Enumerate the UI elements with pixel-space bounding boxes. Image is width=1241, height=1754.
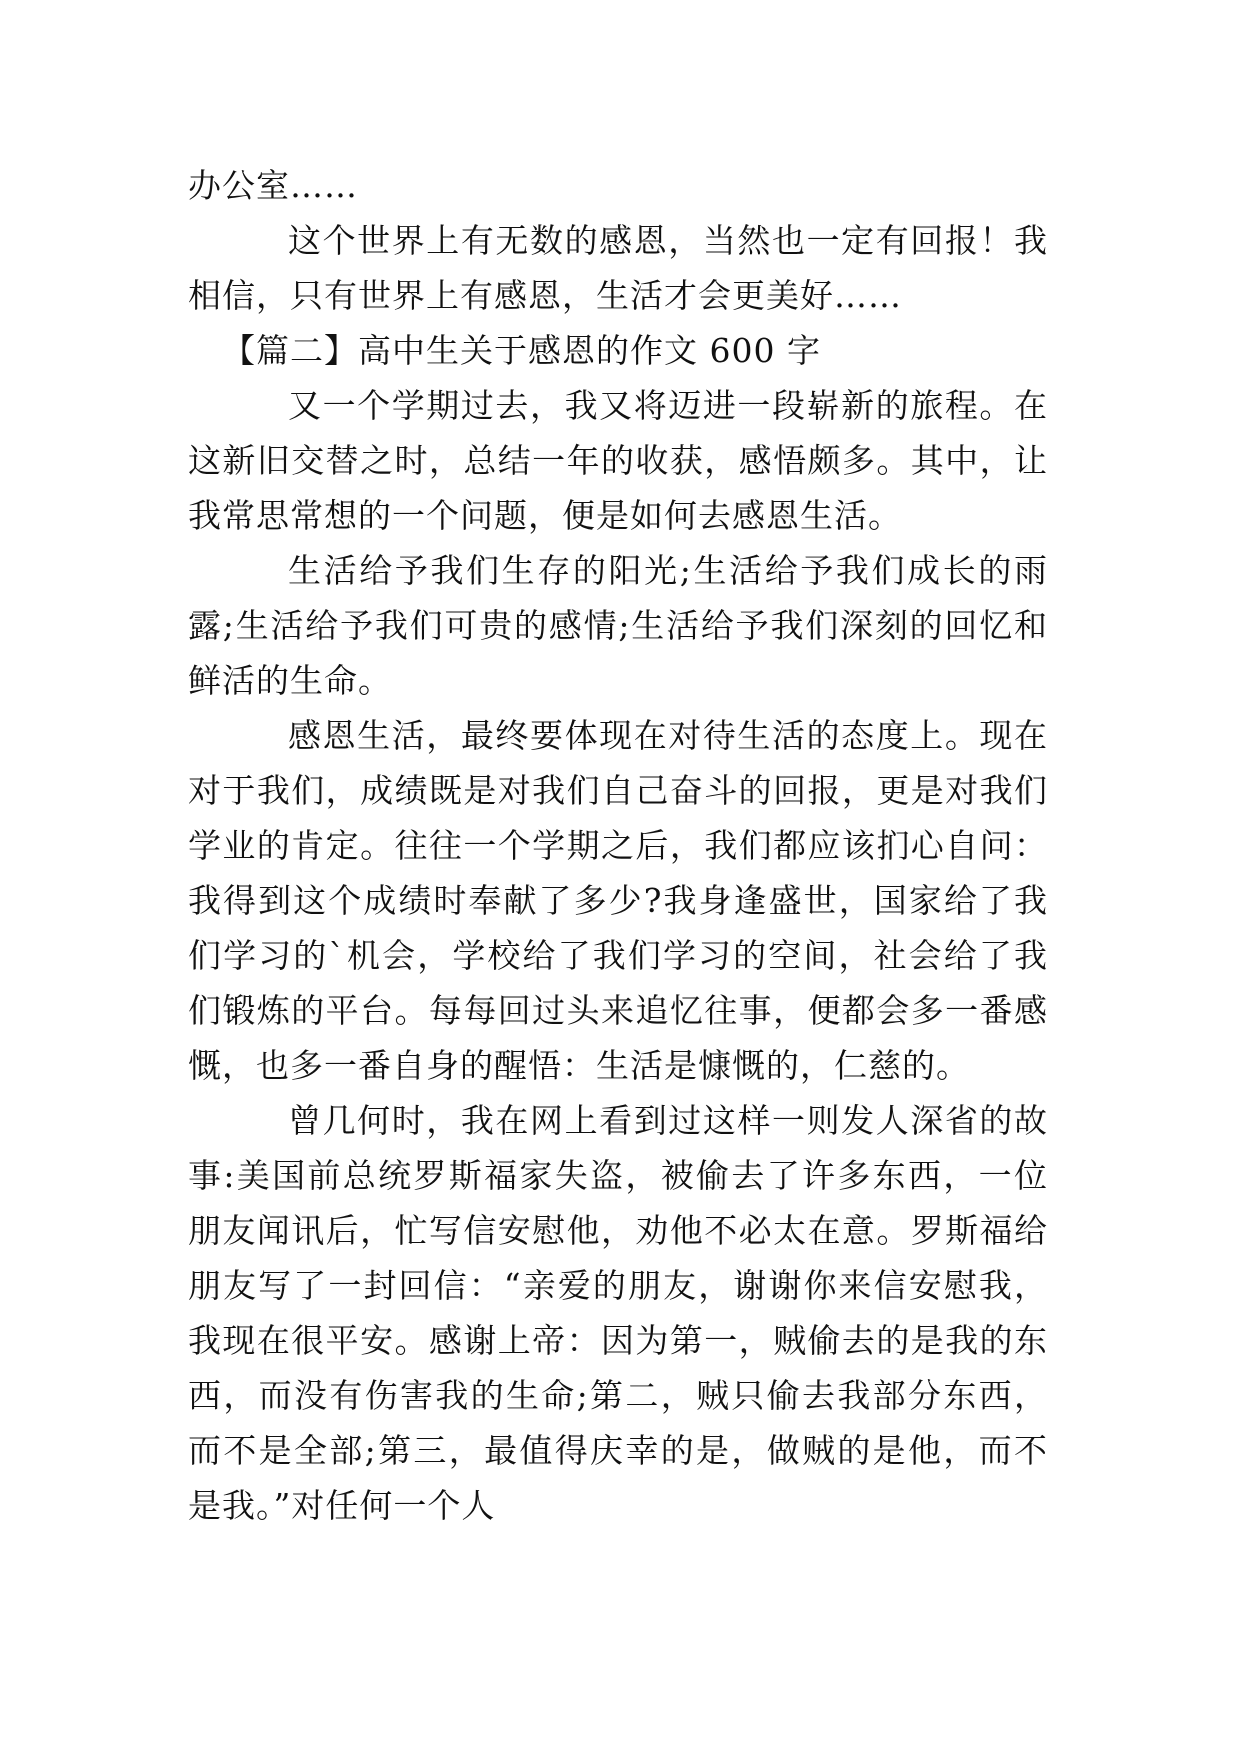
paragraph-life-gives: 生活给予我们生存的阳光;生活给予我们成长的雨露;生活给予我们可贵的感情;生活给予我们深刻的回忆和鲜活的生命。: [188, 551, 1048, 700]
section-heading: 【篇二】高中生关于感恩的作文 600 字: [222, 331, 821, 370]
paragraph-attitude: 感恩生活，最终要体现在对待生活的态度上。现在对于我们，成绩既是对我们自己奋斗的回报，更是对我们学业的肯定。往往一个学期之后，我们都应该扪心自问：我得到这个成绩时奉献了多少?我身逢盛世，国家给了我们学习的`机会，学校给了我们学习的空间，社会给了我们锻炼的平台。每每回过头来追忆往事，便都会多一番感慨，也多一番自身的醒悟：生活是慷慨的，仁慈的。: [188, 716, 1048, 1085]
document-body: [188, 158, 1048, 1533]
paragraph-gratitude-reward: 这个世界上有无数的感恩，当然也一定有回报！我相信，只有世界上有感恩，生活才会更美好……: [188, 221, 1048, 315]
paragraph-roosevelt-story: 曾几何时，我在网上看到过这样一则发人深省的故事:美国前总统罗斯福家失盗，被偷去了许多东西，一位朋友闻讯后，忙写信安慰他，劝他不必太在意。罗斯福给朋友写了一封回信：“亲爱的朋友，谢谢你来信安慰我，我现在很平安。感谢上帝：因为第一，贼偷去的是我的东西，而没有伤害我的生命;第二，贼只偷去我部分东西，而不是全部;第三，最值得庆幸的是，做贼的是他，而不是我。”对任何一个人: [188, 1101, 1048, 1525]
paragraph-continuation: 办公室……: [188, 166, 358, 205]
paragraph-new-semester: 又一个学期过去，我又将迈进一段崭新的旅程。在这新旧交替之时，总结一年的收获，感悟颇多。其中，让我常思常想的一个问题，便是如何去感恩生活。: [188, 386, 1048, 535]
